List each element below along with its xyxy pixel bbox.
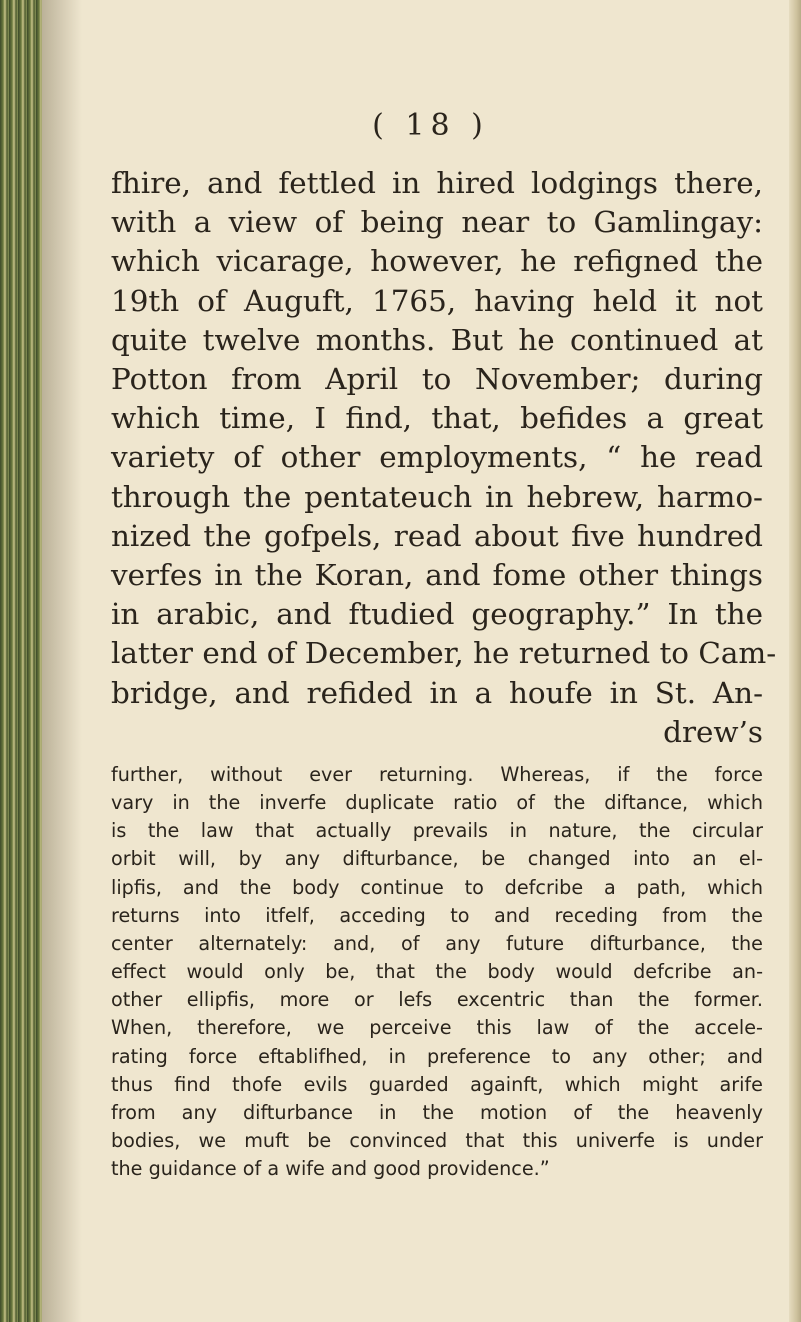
body-line: quite twelve months. But he continued at: [111, 322, 763, 357]
body-line: Potton from April to November; during: [111, 362, 763, 397]
footnote-line: from any difturbance in the motion of the heavenly: [111, 1100, 763, 1124]
body-line: which vicarage, however, he refigned the: [111, 244, 763, 279]
page-right-edge: [789, 0, 801, 1322]
footnote-line: is the law that actually prevails in nature, the circular: [111, 819, 763, 843]
footnote-line: rating force eftablifhed, in preference to any other; and: [111, 1044, 763, 1068]
gutter-shadow: [42, 0, 82, 1322]
footnote-line: returns into itfelf, acceding to and receding from the: [111, 903, 763, 927]
book-gutter-edge: [0, 0, 42, 1322]
body-line: with a view of being near to Gamlingay:: [111, 205, 763, 240]
body-line: bridge, and refided in a houfe in St. An-: [111, 675, 763, 710]
footnote-line: further, without ever returning. Whereas, if the force: [111, 763, 763, 786]
body-line: which time, I find, that, befides a great: [111, 401, 763, 436]
footnote-text: [111, 761, 763, 1183]
footnote-line: lipfis, and the body continue to defcribe a path, which: [111, 875, 763, 899]
footnote-line: the guidance of a wife and good providence.”: [111, 1157, 550, 1181]
footnote-line: When, therefore, we perceive this law of the accele-: [111, 1016, 763, 1040]
body-line: latter end of December, he returned to Cam-: [111, 636, 777, 671]
body-line: nized the gofpels, read about five hundred: [111, 518, 763, 553]
footnote-line: bodies, we muft be convinced that this univerfe is under: [111, 1129, 763, 1153]
page-number: ( 18 ): [372, 108, 489, 143]
footnote-line: thus find thofe evils guarded againft, which might arife: [111, 1072, 763, 1096]
footnote-line: orbit will, by any difturbance, be changed into an el-: [111, 847, 763, 871]
body-line: through the pentateuch in hebrew, harmo-: [111, 479, 763, 514]
body-line: in arabic, and ftudied geography.” In the: [111, 597, 763, 632]
body-line: fhire, and fettled in hired lodgings there,: [111, 166, 763, 200]
footnote-line: center alternately: and, of any future difturbance, the: [111, 931, 763, 955]
footnote-line: other ellipfis, more or lefs excentric than the former.: [111, 988, 763, 1012]
footnote-line: vary in the inverfe duplicate ratio of the diftance, which: [111, 791, 763, 815]
body-line: 19th of Auguft, 1765, having held it not: [111, 283, 763, 318]
footnote-line: effect would only be, that the body would defcribe an-: [111, 960, 763, 984]
body-text: [111, 164, 777, 752]
body-line: variety of other employments, “ he read: [111, 440, 763, 475]
catchword: drew’s: [663, 714, 763, 749]
body-line: verfes in the Koran, and fome other things: [111, 558, 763, 593]
